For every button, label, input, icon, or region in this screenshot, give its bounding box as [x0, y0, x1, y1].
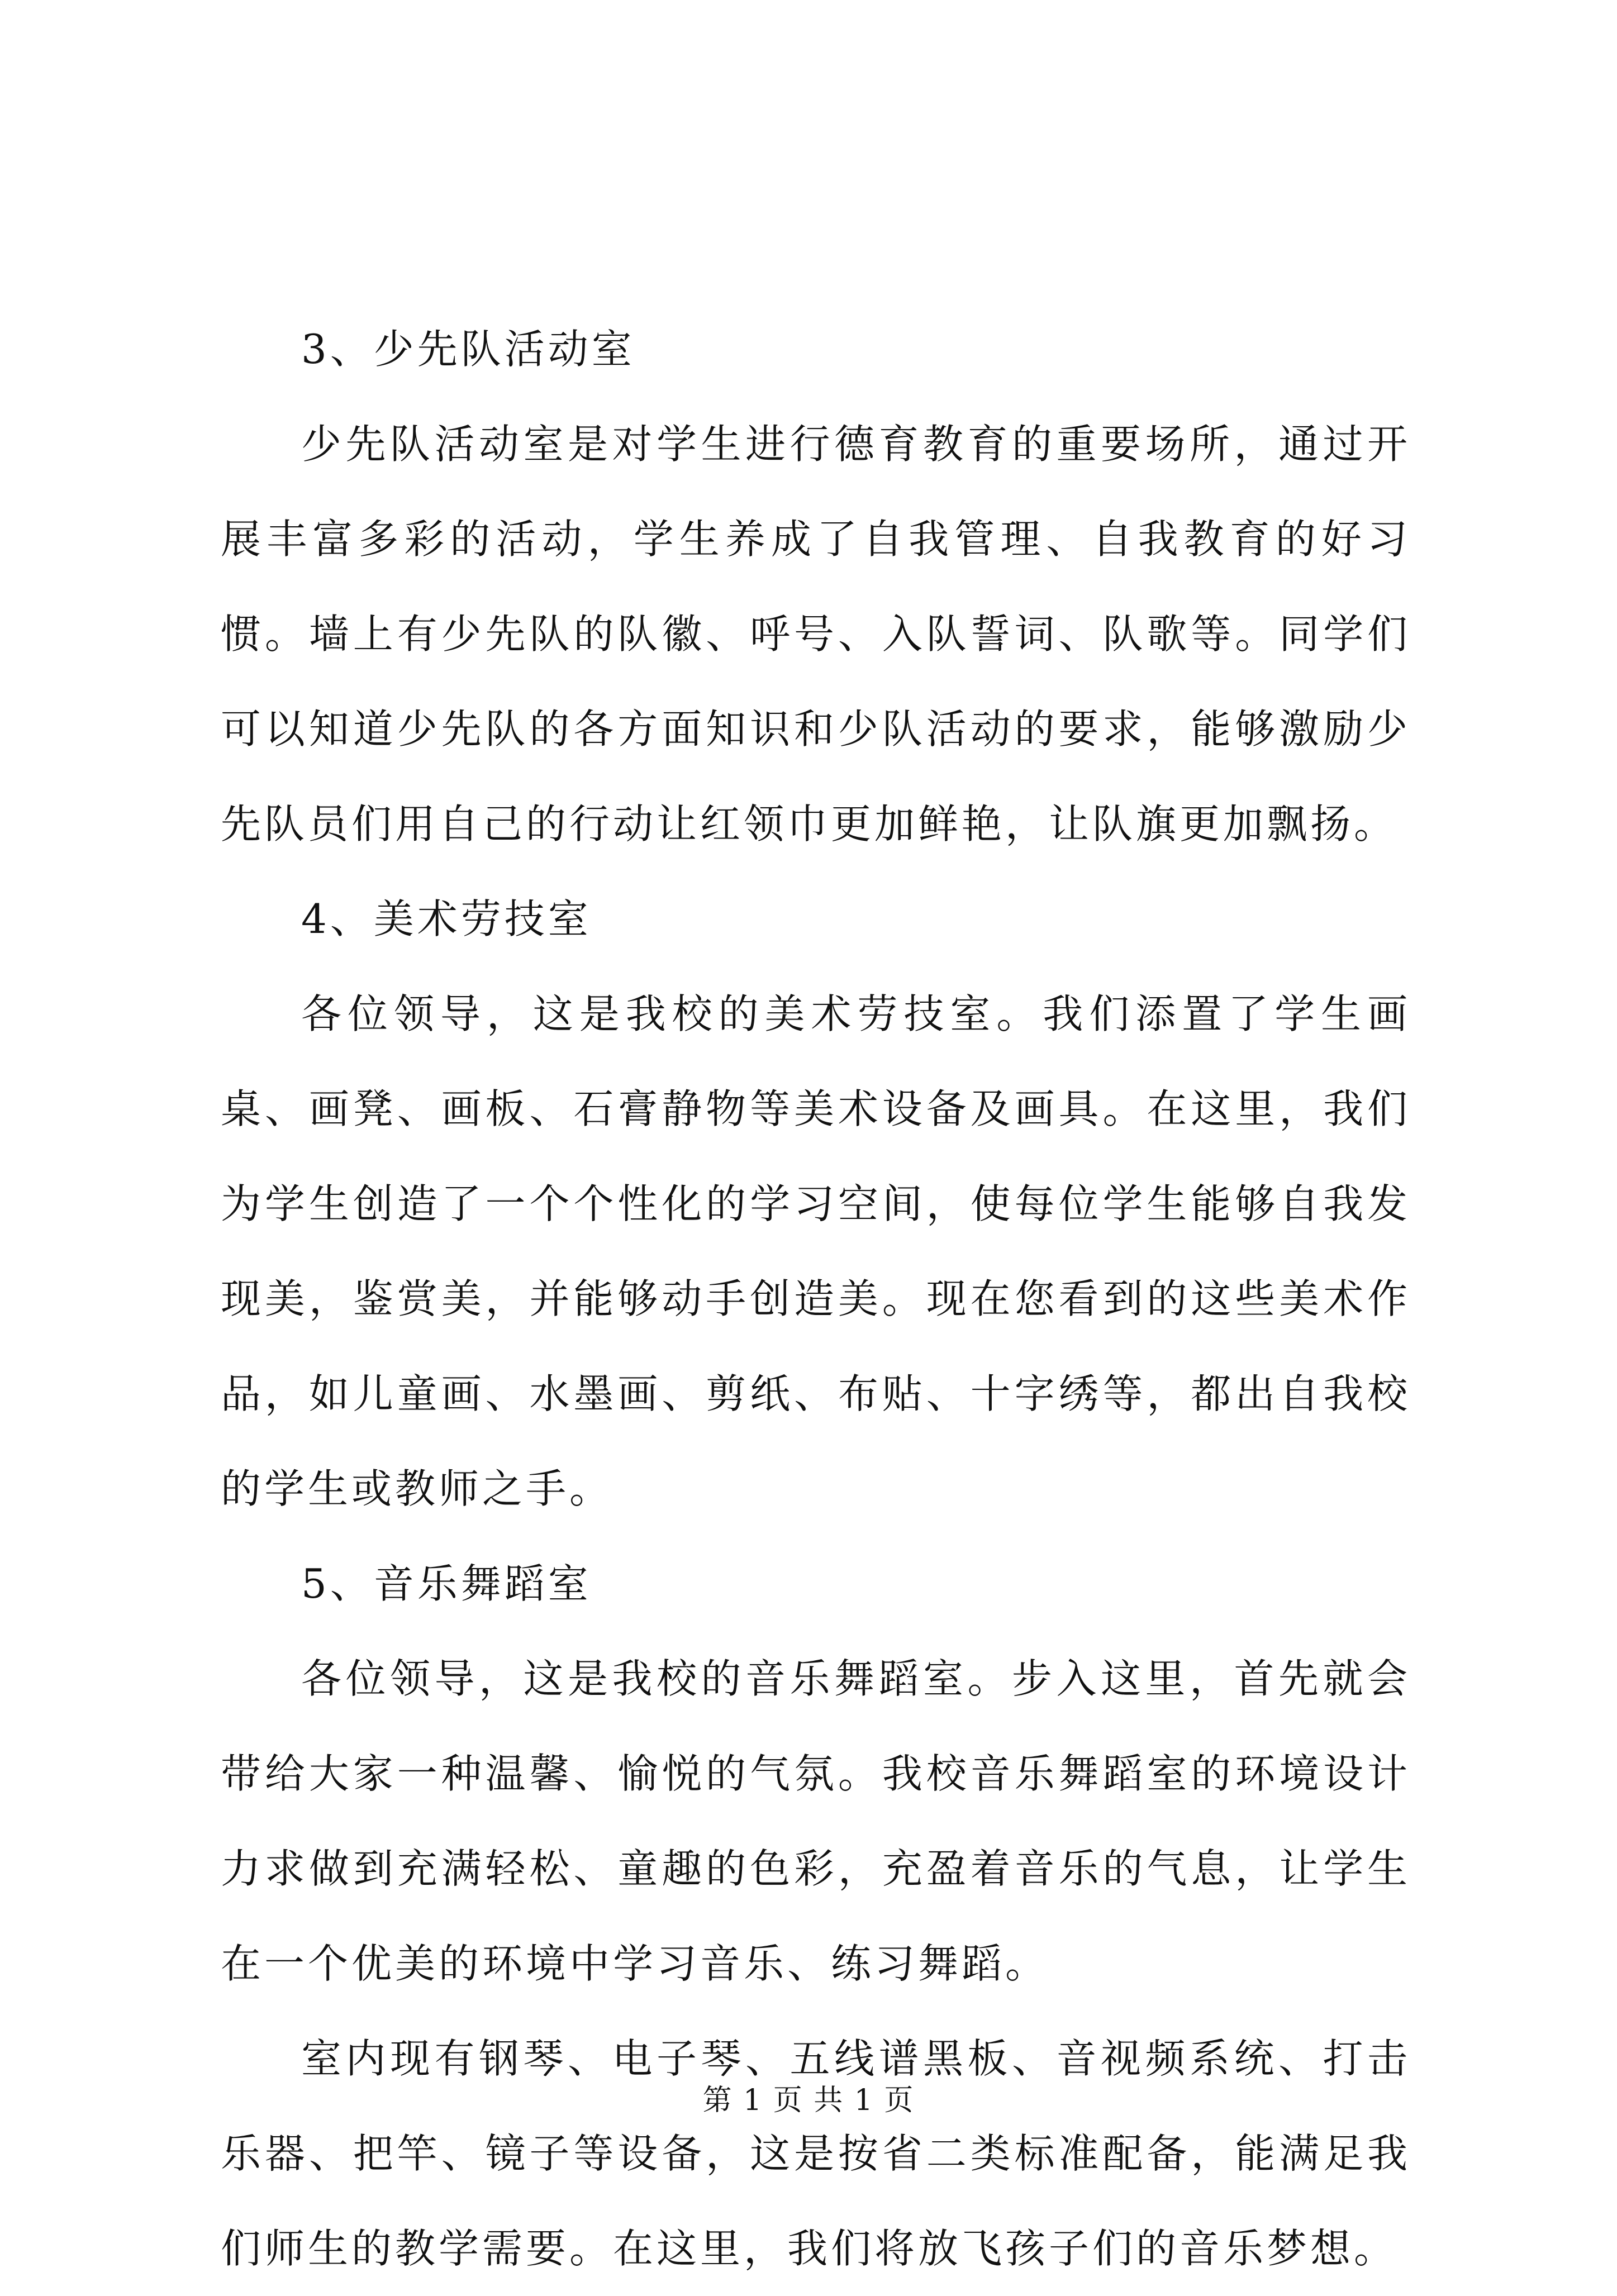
paragraph-music-dance-room-intro: 各位领导，这是我校的音乐舞蹈室。步入这里，首先就会带给大家一种温馨、愉悦的气氛。我校音乐舞蹈室的环境设计力求做到充满轻松、童趣的色彩，充盈着音乐的气息，让学生在一个优美的环境中学习音乐、练习舞蹈。 — [221, 1655, 1411, 1987]
paragraph-music-dance-room-equipment: 室内现有钢琴、电子琴、五线谱黑板、音视频系统、打击乐器、把竿、镜子等设备，这是按省二类标准配备，能满足我们师生的教学需要。在这里，我们将放飞孩子们的音乐梦想。 — [221, 2035, 1411, 2272]
paragraph-young-pioneers-room: 少先队活动室是对学生进行德育教育的重要场所，通过开展丰富多彩的活动，学生养成了自我管理、自我教育的好习惯。墙上有少先队的队徽、呼号、入队誓词、队歌等。同学们可以知道少先队的各方面知识和少队活动的要求，能够激励少先队员们用自己的行动让红领巾更加鲜艳，让队旗更加飘扬。 — [221, 421, 1411, 847]
section-heading-music-dance-room: 5、音乐舞蹈室 — [301, 1560, 592, 1607]
paragraph-art-crafts-room: 各位领导，这是我校的美术劳技室。我们添置了学生画桌、画凳、画板、石膏静物等美术设备及画具。在这里，我们为学生创造了一个个性化的学习空间，使每位学生能够自我发现美，鉴赏美，并能够动手创造美。现在您看到的这些美术作品，如儿童画、水墨画、剪纸、布贴、十字绣等，都出自我校的学生或教师之手。 — [221, 990, 1411, 1512]
document-body — [221, 302, 1411, 2296]
section-heading-art-crafts-room: 4、美术劳技室 — [301, 895, 592, 942]
section-heading-young-pioneers-room: 3、少先队活动室 — [301, 326, 635, 373]
page-number-footer: 第 1 页 共 1 页 — [702, 2084, 915, 2117]
